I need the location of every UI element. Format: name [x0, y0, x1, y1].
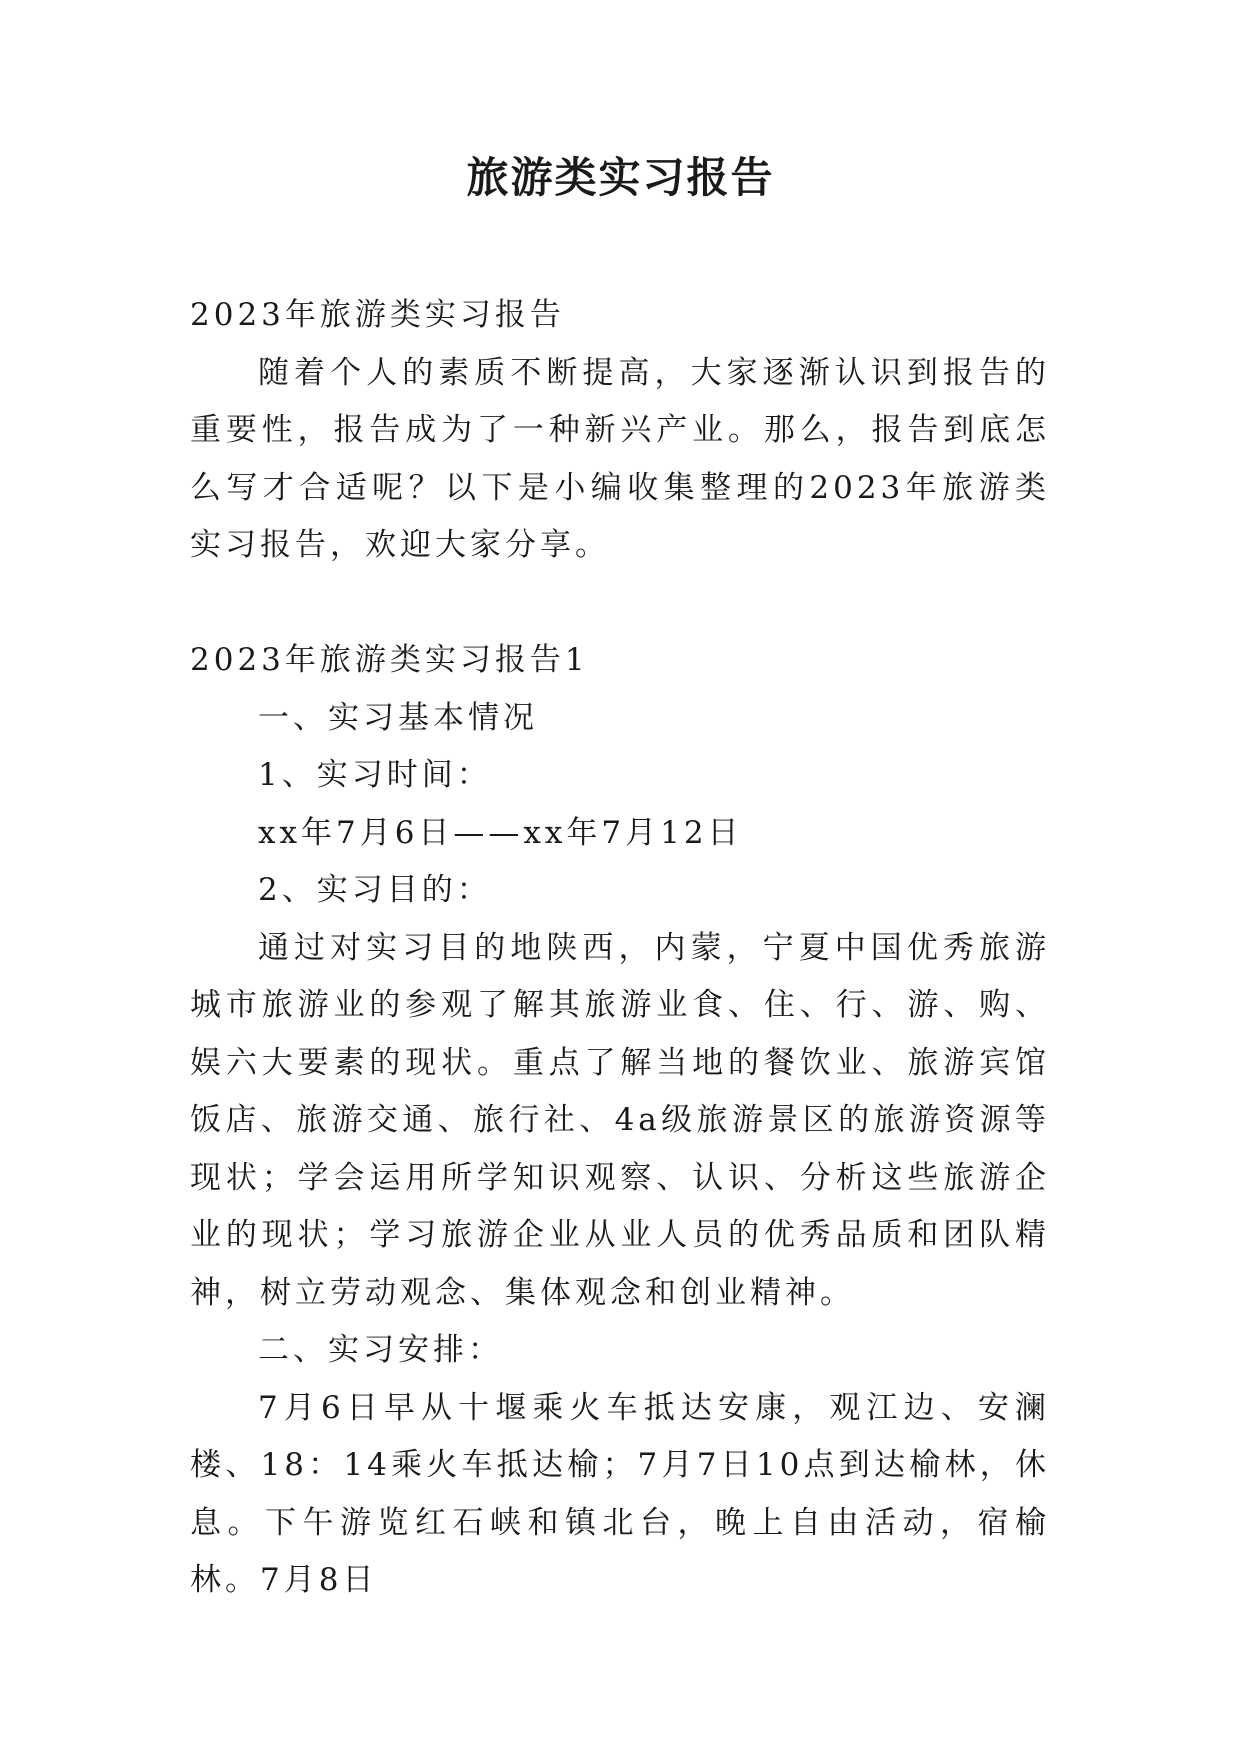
schedule-paragraph: 7月6日早从十堰乘火车抵达安康，观江边、安澜楼、18：14乘火车抵达榆；7月7日10点到达榆林，休息。下午游览红石峡和镇北台，晚上自由活动，宿榆林。7月8日 — [190, 1389, 1050, 1598]
intro-paragraph: 随着个人的素质不断提高，大家逐渐认识到报告的重要性，报告成为了一种新兴产业。那么，报告到底怎么写才合适呢？以下是小编收集整理的2023年旅游类实习报告，欢迎大家分享。 — [190, 354, 1050, 563]
item-heading-purpose: 2、实习目的： — [258, 872, 492, 908]
document-subtitle: 2023年旅游类实习报告 — [190, 297, 565, 333]
item-value-time: xx年7月6日——xx年7月12日 — [258, 814, 743, 851]
document-title: 旅游类实习报告 — [466, 153, 775, 202]
purpose-paragraph: 通过对实习目的地陕西，内蒙，宁夏中国优秀旅游城市旅游业的参观了解其旅游业食、住、行、游、购、娱六大要素的现状。重点了解当地的餐饮业、旅游宾馆饭店、旅游交通、旅行社、4a级旅游景区的旅游资源等现状；学会运用所学知识观察、认识、分析这些旅游企业的现状；学习旅游企业从业人员的优秀品质和团队精神，树立劳动观念、集体观念和创业精神。 — [190, 929, 1050, 1311]
blank-line — [190, 575, 1050, 633]
part-heading-basic-info: 一、实习基本情况 — [258, 699, 538, 736]
section-heading: 2023年旅游类实习报告1 — [190, 642, 589, 678]
part-heading-schedule: 二、实习安排： — [258, 1332, 503, 1368]
document-body — [190, 287, 1050, 1610]
item-heading-time: 1、实习时间： — [258, 757, 492, 793]
